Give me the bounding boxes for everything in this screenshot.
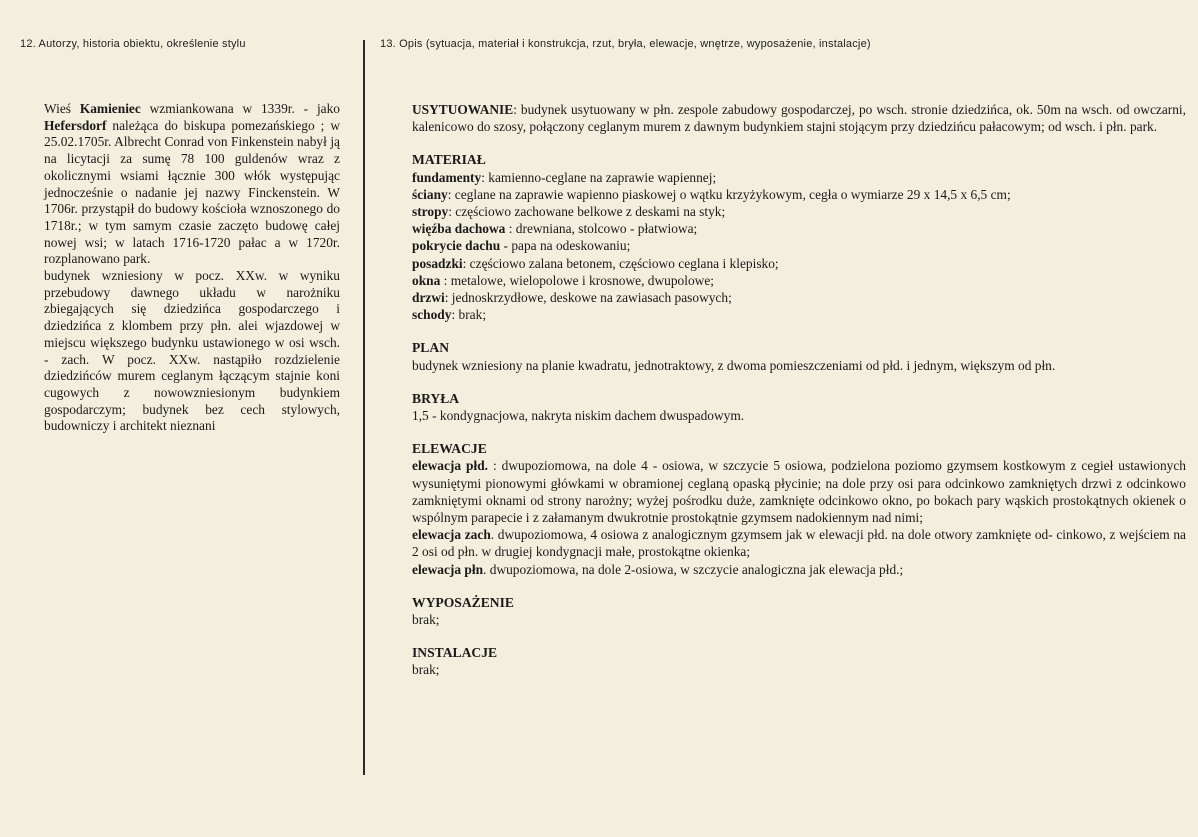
elewacja-item-label: elewacja zach	[412, 527, 491, 543]
bryla-text: 1,5 - kondygnacjowa, nakryta niskim dachem dwuspadowym.	[412, 408, 745, 424]
material-item-text: : jednoskrzydłowe, deskowe na zawiasach pasowych;	[444, 290, 732, 306]
section-instalacje	[412, 644, 1186, 678]
elewacja-item-text: : dwupoziomowa, na dole 4 - osiowa, w szczycie 5 osiowa, podzielona poziomo gzymsem kostkowym z cegieł ustawionych wysuniętymi pionowymi główkami w obramionej ceglaną opaską płycinie; na dole przy osi para odcinkowo zamkniętych drzwi z odcinkowo zamkniętymi oknami od strony narożny; wyżej pośrodku duże, zamknięte odcinkowo okno, po bokach pary wąskich prostokątnych okienek o wspólnym parapecie i z załamanym dwukrotnie prostokątnie gzymsem nadokiennym nad nimi;	[412, 458, 1186, 526]
plan-heading: PLAN	[412, 340, 450, 356]
wyposazenie-heading: WYPOSAŻENIE	[412, 594, 514, 610]
elewacja-item	[412, 457, 1186, 526]
usytuowanie-label: USYTUOWANIE	[412, 102, 514, 117]
material-item	[412, 237, 1186, 254]
plan-text: budynek wzniesiony na planie kwadratu, jednotraktowy, z dwoma pomieszczeniami od płd. i jednym, większym od płn.	[412, 357, 1056, 373]
material-item-text: : drewniana, stolcowo - płatwiowa;	[505, 221, 698, 237]
material-item-text: : kamienno-ceglane na zaprawie wapiennej;	[481, 169, 717, 185]
section-material	[412, 151, 1186, 323]
elewacja-item-text: . dwupoziomowa, 4 osiowa z analogicznym gzymsem jak w elewacji płd. na dole otwory zamknięte od- cinkowo, z wejściem na 2 osi od płn. w drugiej kondygnacji małe, prostokątne okienka;	[412, 527, 1186, 560]
material-item-text: : częściowo zalana betonem, częściowo ceglana i klepisko;	[462, 255, 779, 271]
material-heading: MATERIAŁ	[412, 152, 486, 168]
elewacja-item-text: . dwupoziomowa, na dole 2-osiowa, w szczycie analogiczna jak elewacja płd.;	[483, 561, 904, 577]
history-column	[44, 101, 340, 435]
header-section-13: 13. Opis (sytuacja, materiał i konstrukcja, rzut, bryła, elewacje, wnętrze, wyposażenie, instalacje)	[380, 38, 871, 50]
village-name: Kamieniec	[79, 101, 141, 116]
elewacja-item-label: elewacja płd.	[412, 458, 488, 474]
material-item	[412, 203, 1186, 220]
material-item	[412, 220, 1186, 237]
history-paragraph: Wieś Kamieniec wzmiankowana w 1339r. - jako Hefersdorf należąca do biskupa pomezańskiego ; w 25.02.1705r. Albrecht Conrad von Finkenstein nabył ją na licytacji za sumę 78 100 guldenów wraz z okolicznymi wsiami łącznie 300 włók występując jednocześnie o nadanie jej nazwy Finckenstein. W 1706r. przystąpił do budowy kościoła wznoszonego do 1718r.; w tym samym czasie zaczęto budowę całej nowej wsi; w latach 1716-1720 pałac a w 1720r. rozplanowano park.	[44, 101, 340, 267]
column-divider	[363, 40, 365, 775]
material-list	[412, 169, 1186, 324]
material-item	[412, 289, 1186, 306]
material-item-label: fundamenty	[412, 169, 482, 185]
material-item-label: ściany	[412, 186, 448, 202]
material-item	[412, 272, 1186, 289]
section-plan	[412, 339, 1186, 373]
section-bryla	[412, 390, 1186, 424]
material-item-text: - papa na odeskowaniu;	[500, 238, 631, 254]
elewacja-item-label: elewacja płn	[412, 561, 484, 577]
usytuowanie-text: : budynek usytuowany w płn. zespole zabudowy gospodarczej, po wsch. stronie dziedzińca, ok. 50m na wsch. od owczarni, kalenicowo do szosy, połączony ceglanym murem z dawnym budynkiem stajni stojącym przy dziedzińcu pałacowym; od wsch. i płn. park.	[412, 102, 1186, 135]
building-history-paragraph: budynek wzniesiony w pocz. XXw. w wyniku przebudowy dawnego układu w narożniku zbiegających się dziedzińca gospodarczego i dziedzińca z klombem przy płn. alei wjazdowej w miejscu większego budynku ustawionego w osi wsch. - zach. W pocz. XXw. nastąpiło rozdzielenie dziedzińców murem ceglanym łączącym stajnie koni cugowych z nowowzniesionym budynkiem gospodarczym; budynek bez cech stylowych, budowniczy i architekt nieznani	[44, 268, 340, 434]
section-wyposazenie	[412, 594, 1186, 628]
material-item-label: pokrycie dachu	[412, 238, 501, 254]
instalacje-heading: INSTALACJE	[412, 645, 498, 661]
elewacje-list	[412, 457, 1186, 577]
section-usytuowanie	[412, 101, 1186, 135]
bryla-heading: BRYŁA	[412, 390, 460, 406]
section-elewacje	[412, 440, 1186, 578]
material-item-text: : brak;	[451, 307, 487, 323]
material-item-label: drzwi	[412, 290, 445, 306]
material-item	[412, 169, 1186, 186]
material-item-text: : częściowo zachowane belkowe z deskami na styk;	[448, 204, 726, 220]
wyposazenie-text: brak;	[412, 612, 440, 628]
header-section-12: 12. Autorzy, historia obiektu, określenie stylu	[20, 38, 246, 50]
material-item-text: : metalowe, wielopolowe i krosnowe, dwupolowe;	[440, 272, 715, 288]
description-column	[412, 101, 1186, 695]
instalacje-text: brak;	[412, 662, 440, 678]
material-item-label: więźba dachowa	[412, 221, 506, 237]
material-item-label: schody	[412, 307, 452, 323]
material-item	[412, 306, 1186, 323]
material-item-label: okna	[412, 272, 441, 288]
material-item-label: posadzki	[412, 255, 463, 271]
material-item-text: : ceglane na zaprawie wapienno piaskowej o wątku krzyżykowym, cegła o wymiarze 29 x 14,5 x 6,5 cm;	[447, 186, 1011, 202]
elewacja-item	[412, 561, 1186, 578]
elewacja-item	[412, 526, 1186, 560]
material-item	[412, 255, 1186, 272]
material-item	[412, 186, 1186, 203]
material-item-label: stropy	[412, 204, 449, 220]
historic-name: Hefersdorf	[44, 117, 107, 133]
elewacje-heading: ELEWACJE	[412, 441, 487, 457]
